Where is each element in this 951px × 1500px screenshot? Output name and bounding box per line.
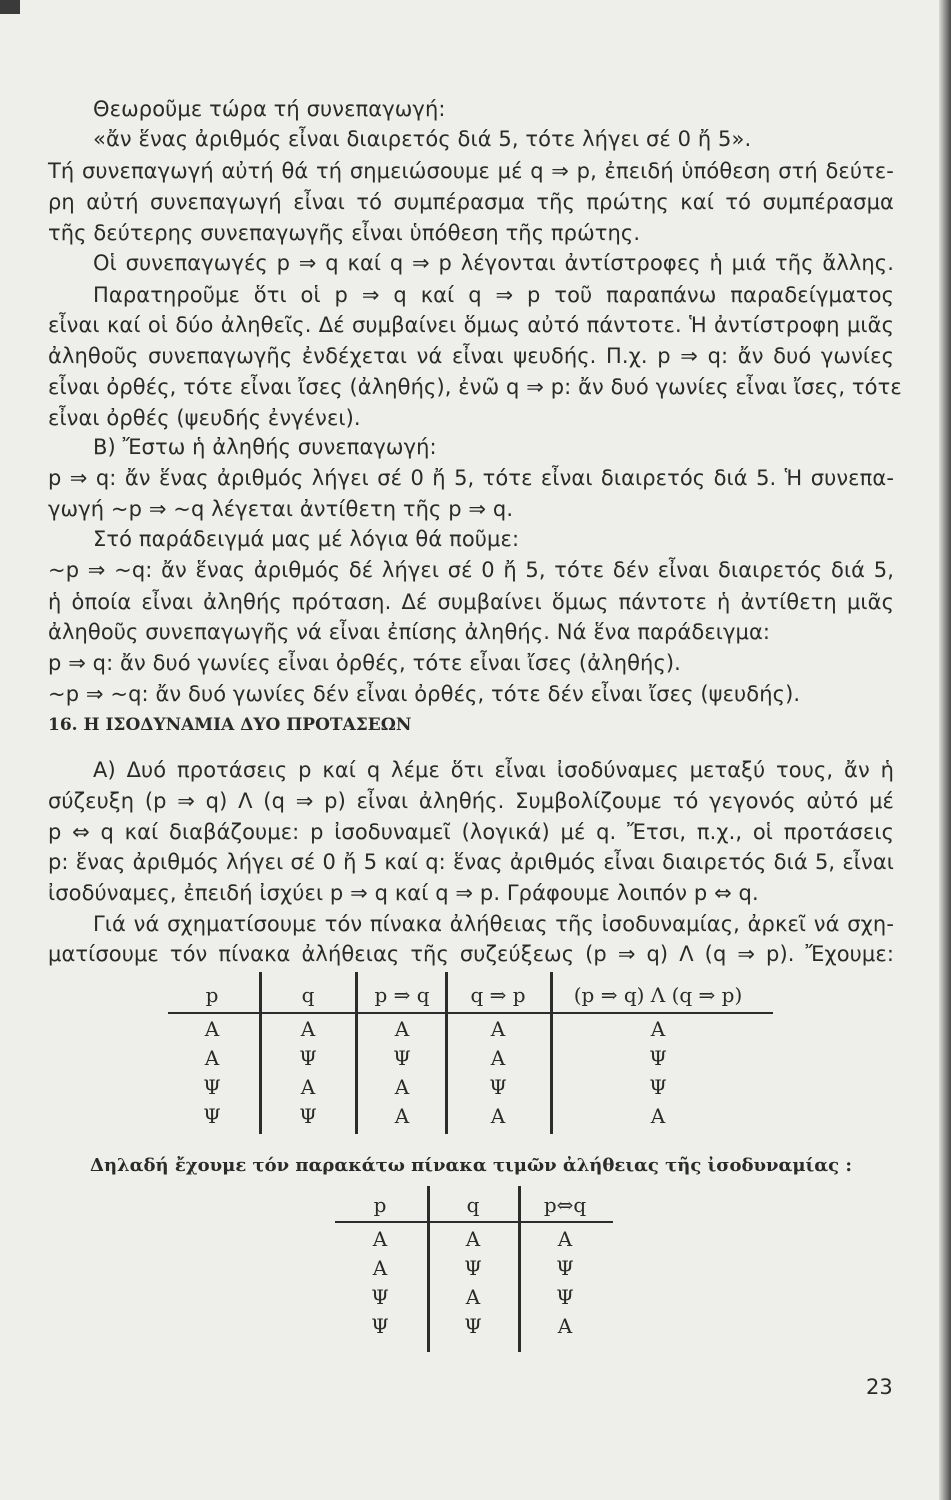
scan-edge-top <box>0 0 20 14</box>
table-header-rule <box>335 1221 613 1223</box>
text-line: ~p ⇒ ~q: ἄν δυό γωνίες δέν εἶναι ὀρθές, τότε δέν εἶναι ἴσες (ψευδής). <box>48 682 801 706</box>
text-line: Α) Δυό προτάσεις p καί q λέμε ὅτι εἶναι ἰσοδύναμες μεταξύ τους, ἄν ἡ <box>93 758 894 782</box>
text-line: «ἄν ἕνας ἀριθμός εἶναι διαιρετός διά 5, τότε λήγει σέ 0 ἤ 5». <box>93 127 752 151</box>
table-cell: Ψ <box>203 1075 221 1099</box>
text-line: Οἱ συνεπαγωγές p ⇒ q καί q ⇒ p λέγονται ἀντίστροφες ἡ μιά τῆς ἄλλης. <box>93 251 894 275</box>
text-line: τῆς δεύτερης συνεπαγωγῆς εἶναι ὑπόθεση τῆς πρώτης. <box>48 221 641 245</box>
text-line: ἰσοδύναμες, ἐπειδή ἰσχύει p ⇒ q καί q ⇒ p. Γράφουμε λοιπόν p ⇔ q. <box>48 881 759 905</box>
text-line: εἶναι ὀρθές (ψευδής ἐνγένει). <box>48 406 361 430</box>
text-line: ἡ ὁποία εἶναι ἀληθής πρόταση. Δέ συμβαίνει ὅμως πάντοτε ἡ ἀντίθετη μιᾶς <box>48 590 894 614</box>
text-line: Παρατηροῦμε ὅτι οἱ p ⇒ q καί q ⇒ p τοῦ παραπάνω παραδείγματος <box>93 283 894 307</box>
table-header: p <box>373 1193 387 1217</box>
text-line: ~p ⇒ ~q: ἄν ἕνας ἀριθμός δέ λήγει σέ 0 ἤ 5, τότε δέν εἶναι διαιρετός διά 5, <box>48 558 894 582</box>
page-number: 23 <box>866 1375 893 1399</box>
table-header: q ⇒ p <box>470 983 526 1007</box>
section-heading: 16. Η ΙΣΟΔΥΝΑΜΙΑ ΔΥΟ ΠΡΟΤΑΣΕΩΝ <box>48 715 412 735</box>
scan-edge-right <box>939 0 951 1500</box>
table-cell: Α <box>465 1227 481 1251</box>
table-cell: Α <box>372 1227 388 1251</box>
table-cell: Α <box>557 1227 573 1251</box>
text-line: Γιά νά σχηματίσουμε τόν πίνακα ἀλήθειας τῆς ἰσοδυναμίας, ἀρκεῖ νά σχη- <box>93 912 894 936</box>
text-line: ματίσουμε τόν πίνακα ἀλήθειας τῆς συζεύξεως (p ⇒ q) Λ (q ⇒ p). Ἔχουμε: <box>48 942 894 966</box>
table-cell: Α <box>650 1017 666 1041</box>
table-cell: Α <box>490 1104 506 1128</box>
text-line: Στό παράδειγμά μας μέ λόγια θά ποῦμε: <box>93 527 520 551</box>
table-cell: Α <box>394 1075 410 1099</box>
text-line: p: ἕνας ἀριθμός λήγει σέ 0 ἤ 5 καί q: ἕνας ἀριθμός εἶναι διαιρετός διά 5, εἶναι <box>48 850 894 874</box>
table-cell: Ψ <box>649 1046 667 1070</box>
table-header: p ⇒ q <box>374 983 430 1007</box>
table-header: q <box>301 983 315 1007</box>
table-cell: Ψ <box>556 1256 574 1280</box>
text-line: p ⇔ q καί διαβάζουμε: p ἰσοδυναμεῖ (λογικά) μέ q. Ἔτσι, π.χ., οἱ προτάσεις <box>48 820 894 844</box>
table-cell: Α <box>204 1017 220 1041</box>
text-line: εἶναι ὀρθές, τότε εἶναι ἴσες (ἀληθής), ἐνῶ q ⇒ p: ἄν δυό γωνίες εἶναι ἴσες, τότε <box>48 375 902 399</box>
table-column-rule <box>259 972 262 1134</box>
table-cell: Ψ <box>299 1104 317 1128</box>
table-cell: Ψ <box>393 1046 411 1070</box>
text-line: Β) Ἔστω ἡ ἀληθής συνεπαγωγή: <box>93 435 437 459</box>
text-line: ρη αὐτή συνεπαγωγή εἶναι τό συμπέρασμα τῆς πρώτης καί τό συμπέρασμα <box>48 190 894 214</box>
text-line: p ⇒ q: ἄν ἕνας ἀριθμός λήγει σέ 0 ἤ 5, τότε εἶναι διαιρετός διά 5. Ἡ συνεπα- <box>48 466 894 490</box>
table-cell: Α <box>300 1017 316 1041</box>
table-header: p <box>205 983 219 1007</box>
table-cell: Ψ <box>464 1314 482 1338</box>
table-cell: Ψ <box>371 1314 389 1338</box>
table-cell: Α <box>204 1046 220 1070</box>
table-cell: Ψ <box>299 1046 317 1070</box>
table-column-rule <box>355 972 358 1134</box>
table-cell: Ψ <box>203 1104 221 1128</box>
table-cell: Ψ <box>371 1285 389 1309</box>
text-line: γωγή ~p ⇒ ~q λέγεται ἀντίθετη τῆς p ⇒ q. <box>48 497 514 521</box>
table-cell: Α <box>372 1256 388 1280</box>
table-cell: Α <box>490 1046 506 1070</box>
text-line: p ⇒ q: ἄν δυό γωνίες εἶναι ὀρθές, τότε εἶναι ἴσες (ἀληθής). <box>48 651 681 675</box>
table-cell: Α <box>394 1104 410 1128</box>
table-cell: Ψ <box>489 1075 507 1099</box>
table-column-rule <box>550 972 553 1134</box>
text-line: Θεωροῦμε τώρα τή συνεπαγωγή: <box>93 97 446 121</box>
table-cell: Α <box>465 1285 481 1309</box>
table-cell: Ψ <box>556 1285 574 1309</box>
table-cell: Α <box>557 1314 573 1338</box>
table-cell: Α <box>650 1104 666 1128</box>
text-line: εἶναι καί οἱ δύο ἀληθεῖς. Δέ συμβαίνει ὅμως αὐτό πάντοτε. Ἡ ἀντίστροφη μιᾶς <box>48 313 894 337</box>
table-header: q <box>466 1193 480 1217</box>
table-caption: Δηλαδή ἔχουμε τόν παρακάτω πίνακα τιμῶν ἀλήθειας τῆς ἰσοδυναμίας : <box>89 1155 852 1176</box>
text-line: ἀληθοῦς συνεπαγωγῆς νά εἶναι ἐπίσης ἀληθής. Νά ἕνα παράδειγμα: <box>48 620 771 644</box>
table-header: p⇔q <box>543 1193 587 1217</box>
text-line: ἀληθοῦς συνεπαγωγῆς ἐνδέχεται νά εἶναι ψευδής. Π.χ. p ⇒ q: ἄν δυό γωνίες <box>48 344 894 368</box>
table-cell: Α <box>490 1017 506 1041</box>
table-cell: Ψ <box>464 1256 482 1280</box>
table-column-rule <box>518 1186 521 1352</box>
table-column-rule <box>427 1186 430 1352</box>
table-cell: Ψ <box>649 1075 667 1099</box>
table-cell: Α <box>394 1017 410 1041</box>
text-line: σύζευξη (p ⇒ q) Λ (q ⇒ p) εἶναι ἀληθής. Συμβολίζουμε τό γεγονός αὐτό μέ <box>48 789 894 813</box>
text-line: Τή συνεπαγωγή αὐτή θά τή σημειώσουμε μέ q ⇒ p, ἐπειδή ὑπόθεση στή δεύτε- <box>48 159 894 183</box>
table-cell: Α <box>300 1075 316 1099</box>
table-header: (p ⇒ q) Λ (q ⇒ p) <box>573 983 743 1007</box>
